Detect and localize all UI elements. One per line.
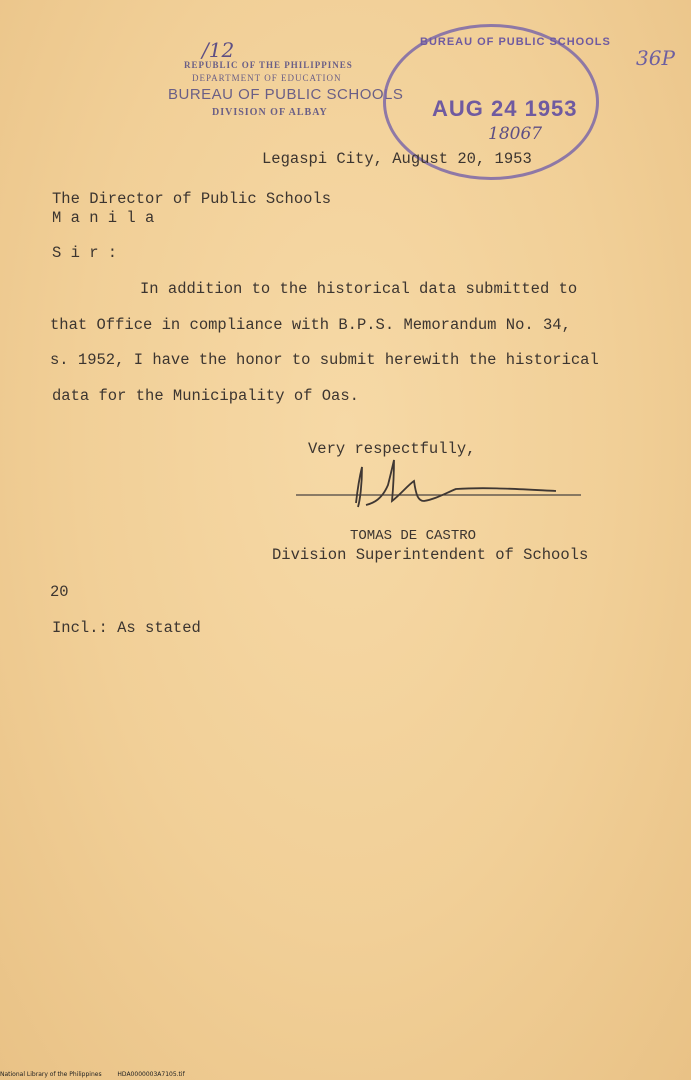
signer-name: TOMAS DE CASTRO: [350, 528, 477, 544]
stamp-top-text: BUREAU OF PUBLIC SCHOOLS: [420, 36, 611, 48]
body-line2: that Office in compliance with B.P.S. Memorandum No. 34,: [50, 316, 571, 334]
stamp-number: 18067: [488, 124, 543, 144]
scan-footer: [0, 1071, 185, 1078]
addressee-line2: M a n i l a: [52, 209, 155, 227]
letterhead-line1: REPUBLIC OF THE PHILIPPINES: [184, 60, 353, 70]
handwritten-corner-number: 36P: [636, 46, 675, 70]
addressee-line1: The Director of Public Schools: [52, 190, 332, 208]
signer-title: Division Superintendent of Schools: [272, 546, 589, 564]
closing: Very respectfully,: [308, 440, 476, 458]
letterhead-line4: DIVISION OF ALBAY: [212, 107, 328, 118]
body-line3: s. 1952, I have the honor to submit herewith the historical: [50, 351, 599, 369]
body-line4: data for the Municipality of Oas.: [52, 387, 359, 405]
body-line1: In addition to the historical data submitted to: [140, 280, 578, 298]
enclosure-note: Incl.: As stated: [52, 619, 201, 637]
footer-left: National Library of the Philippines: [0, 1071, 102, 1078]
salutation: S i r :: [52, 244, 118, 262]
signature: [296, 455, 586, 525]
letterhead-line2: DEPARTMENT OF EDUCATION: [192, 73, 342, 83]
reference-number: 20: [50, 583, 69, 601]
place-date: Legaspi City, August 20, 1953: [262, 150, 532, 168]
stamp-date: AUG 24 1953: [432, 96, 578, 121]
footer-right: HDA0000003A7105.tif: [117, 1071, 185, 1078]
handwritten-initials-mark: ∕12: [202, 38, 235, 62]
letterhead-line3: BUREAU OF PUBLIC SCHOOLS: [168, 86, 404, 103]
